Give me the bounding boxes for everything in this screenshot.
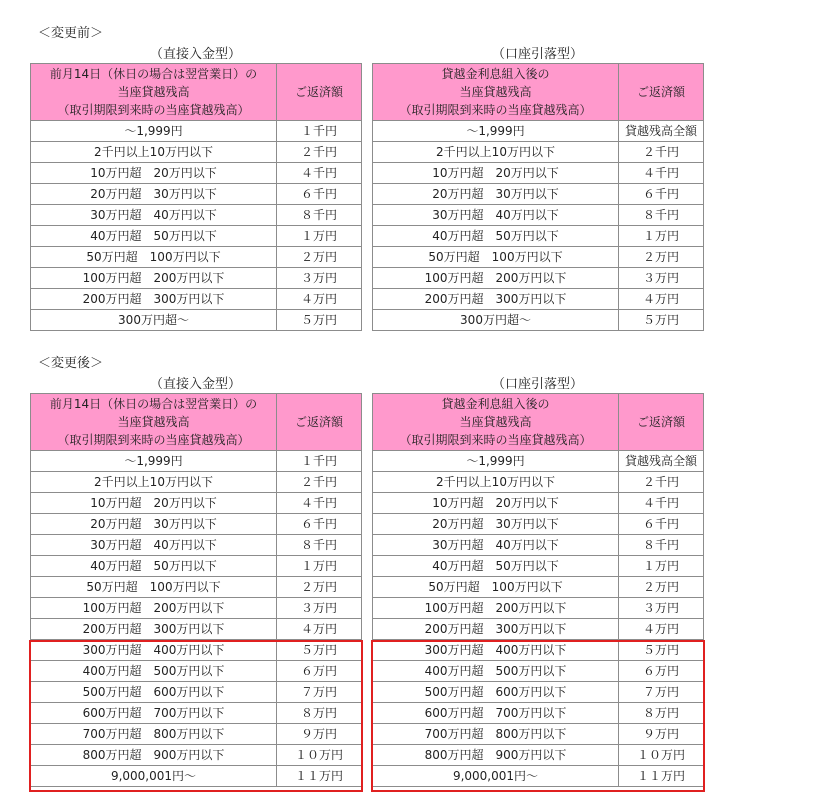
repayment-amount-cell: １万円 (277, 226, 362, 247)
table-row (373, 514, 704, 535)
repayment-amount-cell: １万円 (277, 556, 362, 577)
repayment-amount-cell: ８万円 (277, 703, 362, 724)
repayment-amount-cell: ５万円 (277, 310, 362, 331)
table-row (31, 703, 362, 724)
repayment-amount-cell: ３万円 (277, 268, 362, 289)
table-row (31, 121, 362, 142)
balance-range-cell: 600万円超 700万円以下 (31, 703, 277, 724)
balance-range-cell: 50万円超 100万円以下 (31, 247, 277, 268)
table-row (373, 493, 704, 514)
balance-range-cell: 100万円超 200万円以下 (373, 598, 619, 619)
table-row (373, 142, 704, 163)
repayment-amount-cell: ４万円 (619, 619, 704, 640)
balance-range-cell: 400万円超 500万円以下 (31, 661, 277, 682)
table-row (31, 451, 362, 472)
after-direct-title: （直接入金型） (149, 377, 241, 392)
table-row (31, 247, 362, 268)
repayment-amount-cell: ２万円 (619, 247, 704, 268)
table-row (31, 184, 362, 205)
balance-range-cell: 40万円超 50万円以下 (31, 226, 277, 247)
table-row (373, 451, 704, 472)
balance-range-cell: 9,000,001円～ (373, 766, 619, 787)
repayment-amount-cell: ２千円 (619, 472, 704, 493)
balance-range-cell: 800万円超 900万円以下 (373, 745, 619, 766)
header-repayment-cell: ご返済額 (277, 394, 362, 451)
repayment-amount-cell: ９万円 (619, 724, 704, 745)
balance-range-cell: 800万円超 900万円以下 (31, 745, 277, 766)
balance-range-cell: 40万円超 50万円以下 (31, 556, 277, 577)
balance-range-cell: 30万円超 40万円以下 (373, 535, 619, 556)
balance-range-cell: 300万円超 400万円以下 (31, 640, 277, 661)
table-row (373, 289, 704, 310)
repayment-amount-cell: １０万円 (277, 745, 362, 766)
repayment-amount-cell: ２万円 (619, 577, 704, 598)
header-repayment-cell: ご返済額 (619, 64, 704, 121)
repayment-amount-cell: ５万円 (619, 640, 704, 661)
table-row (373, 640, 704, 661)
balance-range-cell: 10万円超 20万円以下 (31, 163, 277, 184)
table-row (373, 682, 704, 703)
repayment-amount-cell: ４千円 (619, 493, 704, 514)
balance-range-cell: 200万円超 300万円以下 (373, 289, 619, 310)
balance-range-cell: 100万円超 200万円以下 (31, 268, 277, 289)
header-repayment-cell: ご返済額 (619, 394, 704, 451)
repayment-amount-cell: ８千円 (277, 205, 362, 226)
table-row (31, 766, 362, 787)
balance-range-cell: 300万円超～ (373, 310, 619, 331)
table-row (31, 142, 362, 163)
repayment-amount-cell: ８千円 (277, 535, 362, 556)
balance-range-cell: 300万円超 400万円以下 (373, 640, 619, 661)
table-row (31, 598, 362, 619)
table-row (31, 745, 362, 766)
balance-range-cell: 10万円超 20万円以下 (31, 493, 277, 514)
repayment-amount-cell: ２千円 (619, 142, 704, 163)
repayment-amount-cell: ６千円 (619, 184, 704, 205)
balance-range-cell: 10万円超 20万円以下 (373, 163, 619, 184)
table-row (31, 682, 362, 703)
balance-range-cell: 9,000,001円～ (31, 766, 277, 787)
repayment-amount-cell: １１万円 (619, 766, 704, 787)
balance-range-cell: 700万円超 800万円以下 (31, 724, 277, 745)
repayment-amount-cell: ７万円 (619, 682, 704, 703)
repayment-amount-cell: ６千円 (619, 514, 704, 535)
header-line: 貸越金利息組入後の (441, 67, 550, 81)
table-row (31, 619, 362, 640)
table-row (31, 268, 362, 289)
balance-range-cell: 40万円超 50万円以下 (373, 226, 619, 247)
header-line: 前月14日（休日の場合は翌営業日）の (49, 67, 258, 81)
repayment-amount-cell: 貸越残高全額 (619, 451, 704, 472)
before-account-table (372, 63, 704, 331)
table-row (31, 310, 362, 331)
repayment-amount-cell: ２千円 (277, 472, 362, 493)
header-balance-cell (31, 394, 277, 451)
table-row (373, 556, 704, 577)
balance-range-cell: 20万円超 30万円以下 (31, 514, 277, 535)
repayment-amount-cell: ７万円 (277, 682, 362, 703)
header-line: 前月14日（休日の場合は翌営業日）の (49, 397, 258, 411)
repayment-amount-cell: ５万円 (277, 640, 362, 661)
table-row (31, 493, 362, 514)
balance-range-cell: ～1,999円 (31, 121, 277, 142)
balance-range-cell: 600万円超 700万円以下 (373, 703, 619, 724)
table-row (373, 661, 704, 682)
header-line: （取引期限到来時の当座貸越残高） (57, 433, 250, 447)
table-row (373, 703, 704, 724)
table-row (373, 724, 704, 745)
table-row (373, 598, 704, 619)
balance-range-cell: 2千円以上10万円以下 (31, 472, 277, 493)
table-row (31, 577, 362, 598)
after-account-title: （口座引落型） (491, 377, 583, 392)
header-balance-cell (373, 394, 619, 451)
table-row (31, 724, 362, 745)
header-line: （取引期限到来時の当座貸越残高） (399, 103, 592, 117)
after-direct-table (30, 393, 362, 787)
balance-range-cell: 30万円超 40万円以下 (31, 535, 277, 556)
header-line: 当座貸越残高 (459, 415, 532, 429)
repayment-amount-cell: ３万円 (277, 598, 362, 619)
repayment-amount-cell: ４万円 (277, 289, 362, 310)
balance-range-cell: 30万円超 40万円以下 (31, 205, 277, 226)
table-row (373, 310, 704, 331)
repayment-amount-cell: ６千円 (277, 514, 362, 535)
table-row (31, 226, 362, 247)
repayment-amount-cell: ６千円 (277, 184, 362, 205)
table-row (373, 268, 704, 289)
table-row (373, 121, 704, 142)
repayment-amount-cell: ２千円 (277, 142, 362, 163)
repayment-amount-cell: １千円 (277, 121, 362, 142)
table-row (31, 205, 362, 226)
balance-range-cell: ～1,999円 (373, 451, 619, 472)
repayment-amount-cell: １万円 (619, 556, 704, 577)
table-row (31, 514, 362, 535)
table-row (373, 247, 704, 268)
repayment-amount-cell: １万円 (619, 226, 704, 247)
repayment-amount-cell: ６万円 (619, 661, 704, 682)
repayment-amount-cell: ３万円 (619, 598, 704, 619)
header-line: 当座貸越残高 (459, 85, 532, 99)
repayment-amount-cell: 貸越残高全額 (619, 121, 704, 142)
repayment-amount-cell: ２万円 (277, 247, 362, 268)
balance-range-cell: 40万円超 50万円以下 (373, 556, 619, 577)
repayment-amount-cell: １０万円 (619, 745, 704, 766)
table-row (31, 472, 362, 493)
repayment-amount-cell: ４千円 (277, 163, 362, 184)
repayment-amount-cell: ４万円 (277, 619, 362, 640)
repayment-amount-cell: ５万円 (619, 310, 704, 331)
table-row (373, 766, 704, 787)
table-row (373, 472, 704, 493)
table-row (31, 535, 362, 556)
balance-range-cell: ～1,999円 (373, 121, 619, 142)
repayment-amount-cell: １千円 (277, 451, 362, 472)
table-row (373, 205, 704, 226)
balance-range-cell: 50万円超 100万円以下 (373, 577, 619, 598)
header-repayment-cell: ご返済額 (277, 64, 362, 121)
repayment-amount-cell: ９万円 (277, 724, 362, 745)
table-row (373, 163, 704, 184)
repayment-amount-cell: ８千円 (619, 205, 704, 226)
header-line: 当座貸越残高 (117, 415, 190, 429)
balance-range-cell: 50万円超 100万円以下 (31, 577, 277, 598)
table-row (373, 535, 704, 556)
balance-range-cell: 50万円超 100万円以下 (373, 247, 619, 268)
balance-range-cell: 20万円超 30万円以下 (373, 514, 619, 535)
header-line: 貸越金利息組入後の (441, 397, 550, 411)
table-row (31, 640, 362, 661)
repayment-amount-cell: ８千円 (619, 535, 704, 556)
header-balance-cell (31, 64, 277, 121)
repayment-amount-cell: ４千円 (619, 163, 704, 184)
balance-range-cell: 30万円超 40万円以下 (373, 205, 619, 226)
balance-range-cell: 20万円超 30万円以下 (31, 184, 277, 205)
balance-range-cell: 200万円超 300万円以下 (373, 619, 619, 640)
repayment-amount-cell: ４千円 (277, 493, 362, 514)
repayment-amount-cell: ６万円 (277, 661, 362, 682)
repayment-amount-cell: ４万円 (619, 289, 704, 310)
repayment-amount-cell: ２万円 (277, 577, 362, 598)
repayment-amount-cell: ３万円 (619, 268, 704, 289)
table-row (31, 661, 362, 682)
before-direct-table (30, 63, 362, 331)
balance-range-cell: 500万円超 600万円以下 (373, 682, 619, 703)
table-row (31, 289, 362, 310)
balance-range-cell: 2千円以上10万円以下 (31, 142, 277, 163)
before-section-label: ＜変更前＞ (38, 26, 104, 41)
balance-range-cell: ～1,999円 (31, 451, 277, 472)
table-row (373, 226, 704, 247)
repayment-amount-cell: ８万円 (619, 703, 704, 724)
before-account-title: （口座引落型） (491, 47, 583, 62)
after-section-label: ＜変更後＞ (38, 356, 104, 371)
table-row (373, 619, 704, 640)
header-line: （取引期限到来時の当座貸越残高） (57, 103, 250, 117)
balance-range-cell: 400万円超 500万円以下 (373, 661, 619, 682)
balance-range-cell: 10万円超 20万円以下 (373, 493, 619, 514)
balance-range-cell: 300万円超～ (31, 310, 277, 331)
balance-range-cell: 2千円以上10万円以下 (373, 142, 619, 163)
balance-range-cell: 200万円超 300万円以下 (31, 619, 277, 640)
balance-range-cell: 700万円超 800万円以下 (373, 724, 619, 745)
header-balance-cell (373, 64, 619, 121)
balance-range-cell: 200万円超 300万円以下 (31, 289, 277, 310)
balance-range-cell: 500万円超 600万円以下 (31, 682, 277, 703)
table-row (31, 163, 362, 184)
balance-range-cell: 2千円以上10万円以下 (373, 472, 619, 493)
balance-range-cell: 100万円超 200万円以下 (373, 268, 619, 289)
header-line: （取引期限到来時の当座貸越残高） (399, 433, 592, 447)
table-row (373, 745, 704, 766)
after-account-table (372, 393, 704, 787)
table-row (373, 577, 704, 598)
header-line: 当座貸越残高 (117, 85, 190, 99)
balance-range-cell: 100万円超 200万円以下 (31, 598, 277, 619)
before-direct-title: （直接入金型） (149, 47, 241, 62)
repayment-amount-cell: １１万円 (277, 766, 362, 787)
table-row (373, 184, 704, 205)
balance-range-cell: 20万円超 30万円以下 (373, 184, 619, 205)
table-row (31, 556, 362, 577)
